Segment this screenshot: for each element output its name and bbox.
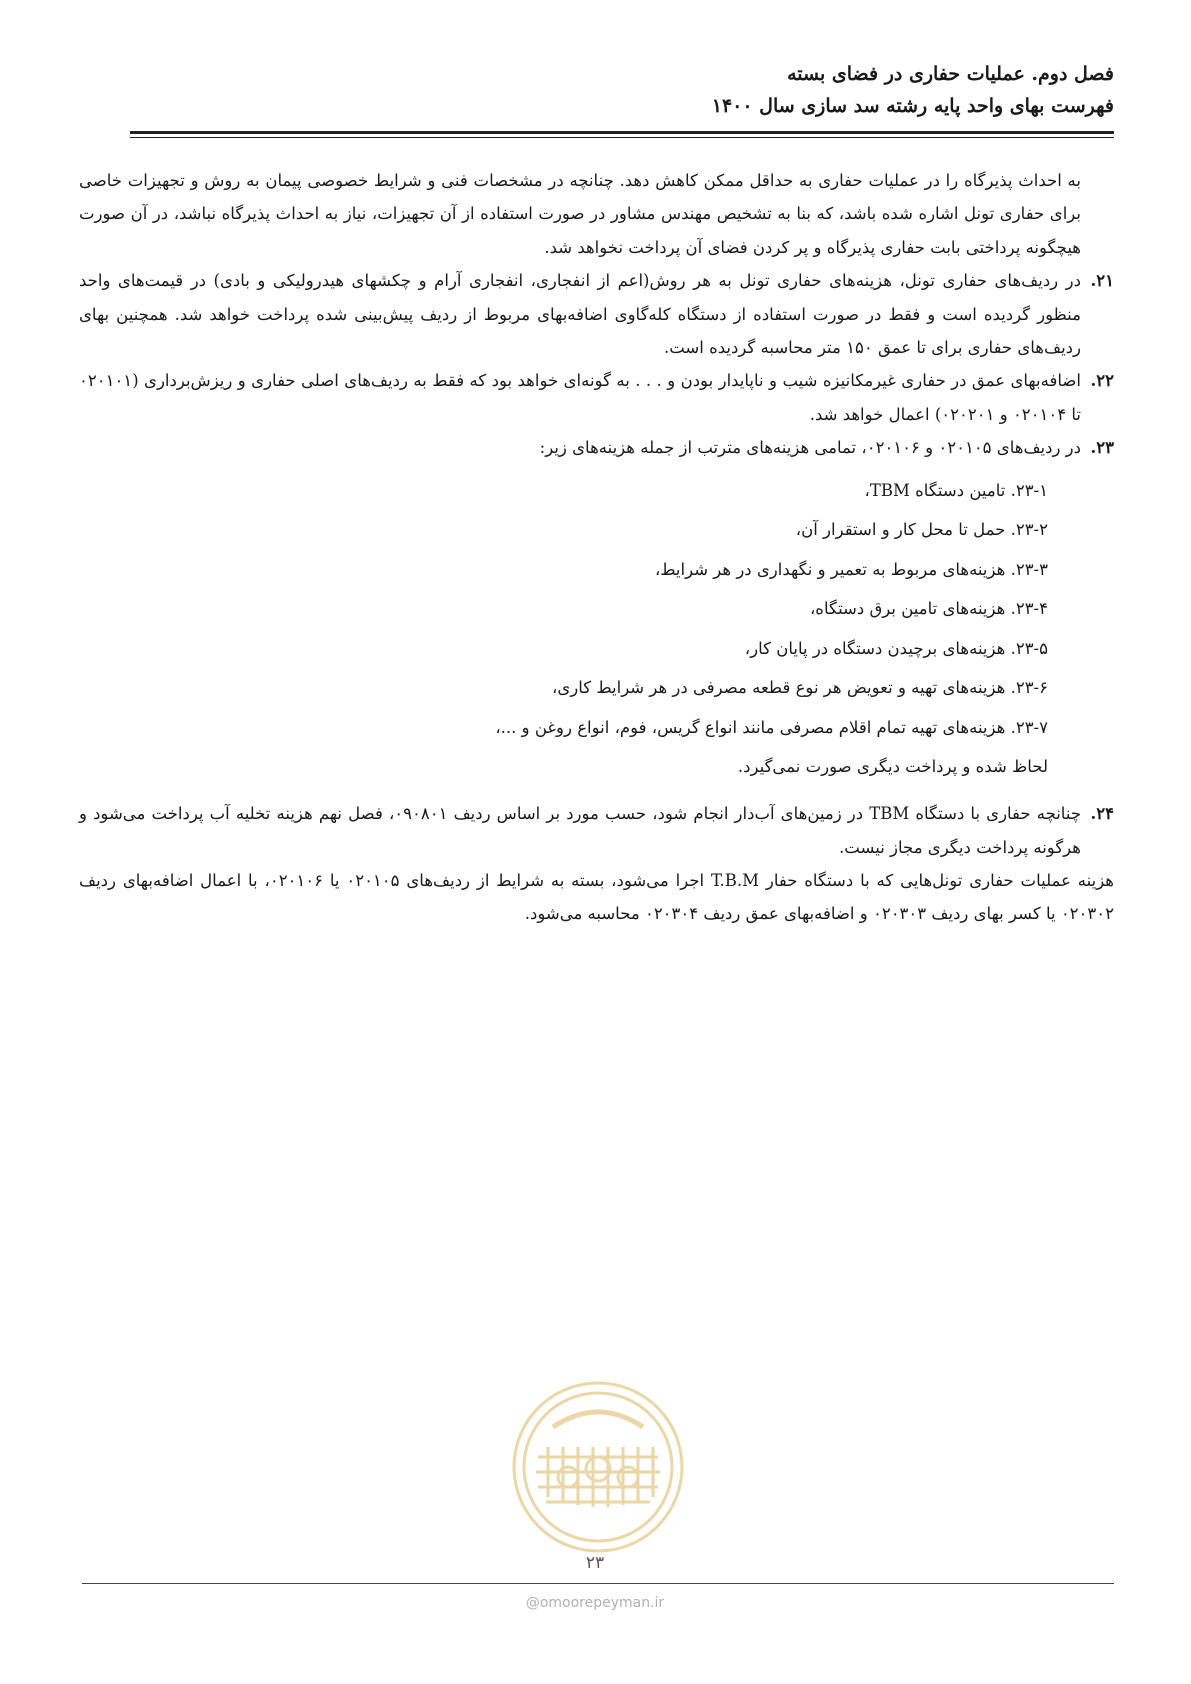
- header-rule-thin: [130, 137, 1114, 138]
- watermark-url: @omoorepeyman.ir: [525, 1595, 665, 1611]
- sub-item: ۲۳-۵. هزینه‌های برچیدن دستگاه در پایان کار،: [744, 638, 1048, 658]
- sub-list: [79, 471, 1081, 788]
- item-number: ۲۳.: [1090, 438, 1114, 458]
- chapter-title: فصل دوم. عملیات حفاری در فضای بسته: [787, 63, 1114, 85]
- watermark-stamp-icon: [508, 1377, 688, 1557]
- header-rule-thick: [130, 131, 1114, 134]
- item-text: در ردیف‌های حفاری تونل، هزینه‌های حفاری تونل به هر روش(اعم از انفجاری، انفجاری آرام و چکشهای هیدرولیکی و بادی) در قیمت‌های واحد منظور گردیده است و فقط در صورت استفاده از دستگاه کله‌گاوی اضافه‌بهای مربوط از ردیف پیش‌بینی شده پرداخت خواهد شد. همچنین بهای ردیف‌های حفاری برای تا عمق ۱۵۰ متر محاسبه گردیده است.: [79, 271, 1081, 358]
- list-item-23: [79, 431, 1114, 787]
- sub-item: ۲۳-۱. تامین دستگاه TBM،: [864, 480, 1048, 500]
- sub-item: ۲۳-۲. حمل تا محل کار و استقرار آن،: [795, 520, 1048, 540]
- sub-item: ۲۳-۶. هزینه‌های تهیه و تعویض هر نوع قطعه مصرفی در هر شرایط کاری،: [552, 678, 1048, 698]
- footer-rule: [82, 1583, 1114, 1584]
- list-item-21: [79, 264, 1114, 364]
- item-number: ۲۴.: [1090, 804, 1114, 824]
- sub-item: ۲۳-۳. هزینه‌های مربوط به تعمیر و نگهداری در هر شرایط،: [654, 559, 1048, 579]
- page-header: [74, 58, 1114, 122]
- sub-item: ۲۳-۴. هزینه‌های تامین برق دستگاه،: [809, 599, 1048, 619]
- item-number: ۲۲.: [1090, 371, 1114, 391]
- item-23-closing: لحاظ شده و پرداخت دیگری صورت نمی‌گیرد.: [737, 757, 1048, 777]
- sub-item: ۲۳-۷. هزینه‌های تهیه تمام اقلام مصرفی مانند انواع گریس، فوم، انواع روغن و ...،: [495, 717, 1048, 737]
- list-item-22: [79, 364, 1114, 431]
- item-text: اضافه‌بهای عمق در حفاری غیرمکانیزه شیب و ناپایدار بودن و . . . به گونه‌ای خواهد بود که فقط به ردیف‌های اصلی حفاری و ریزش‌برداری (۰۲۰۱۰۱ تا ۰۲۰۱۰۴ و ۰۲۰۲۰۱) اعمال خواهد شد.: [79, 371, 1081, 424]
- item-text: چنانچه حفاری با دستگاه TBM در زمین‌های آب‌دار انجام شود، حسب مورد بر اساس ردیف ۰۹۰۸۰۱، فصل نهم هزینه تخلیه آب پرداخت می‌شود و هرگونه پرداخت دیگری مجاز نیست.: [79, 804, 1082, 857]
- final-paragraph: هزینه عملیات حفاری تونل‌هایی که با دستگاه حفار T.B.M اجرا می‌شود، بسته به شرایط از ردیف‌های ۰۲۰۱۰۵ یا ۰۲۰۱۰۶، با اعمال اضافه‌بهای ردیف ۰۲۰۳۰۲ یا کسر بهای ردیف ۰۲۰۳۰۳ و اضافه‌بهای عمق ردیف ۰۲۰۳۰۴ محاسبه می‌شود.: [79, 870, 1114, 924]
- list-title: فهرست بهای واحد پایه رشته سد سازی سال ۱۴۰۰: [711, 95, 1114, 117]
- list-item-24: [79, 797, 1114, 864]
- intro-paragraph: به احداث پذیرگاه را در عملیات حفاری به حداقل ممکن کاهش دهد. چنانچه در مشخصات فنی و شرایط خصوصی پیمان به روش و تجهیزات خاصی برای حفاری تونل اشاره شده باشد، که بنا به تشخیص مهندس مشاور در صورت استفاده از آن تجهیزات، نیاز به احداث پذیرگاه نباشد، در آن صورت هیچگونه پرداختی بابت حفاری پذیرگاه و پر کردن فضای آن پرداخت نخواهد شد.: [79, 171, 1081, 257]
- body-content: [79, 164, 1114, 931]
- page-number: ۲۳: [585, 1553, 605, 1573]
- item-text: در ردیف‌های ۰۲۰۱۰۵ و ۰۲۰۱۰۶، تمامی هزینه‌های مترتب از جمله هزینه‌های زیر:: [539, 438, 1081, 458]
- item-number: ۲۱.: [1090, 271, 1114, 291]
